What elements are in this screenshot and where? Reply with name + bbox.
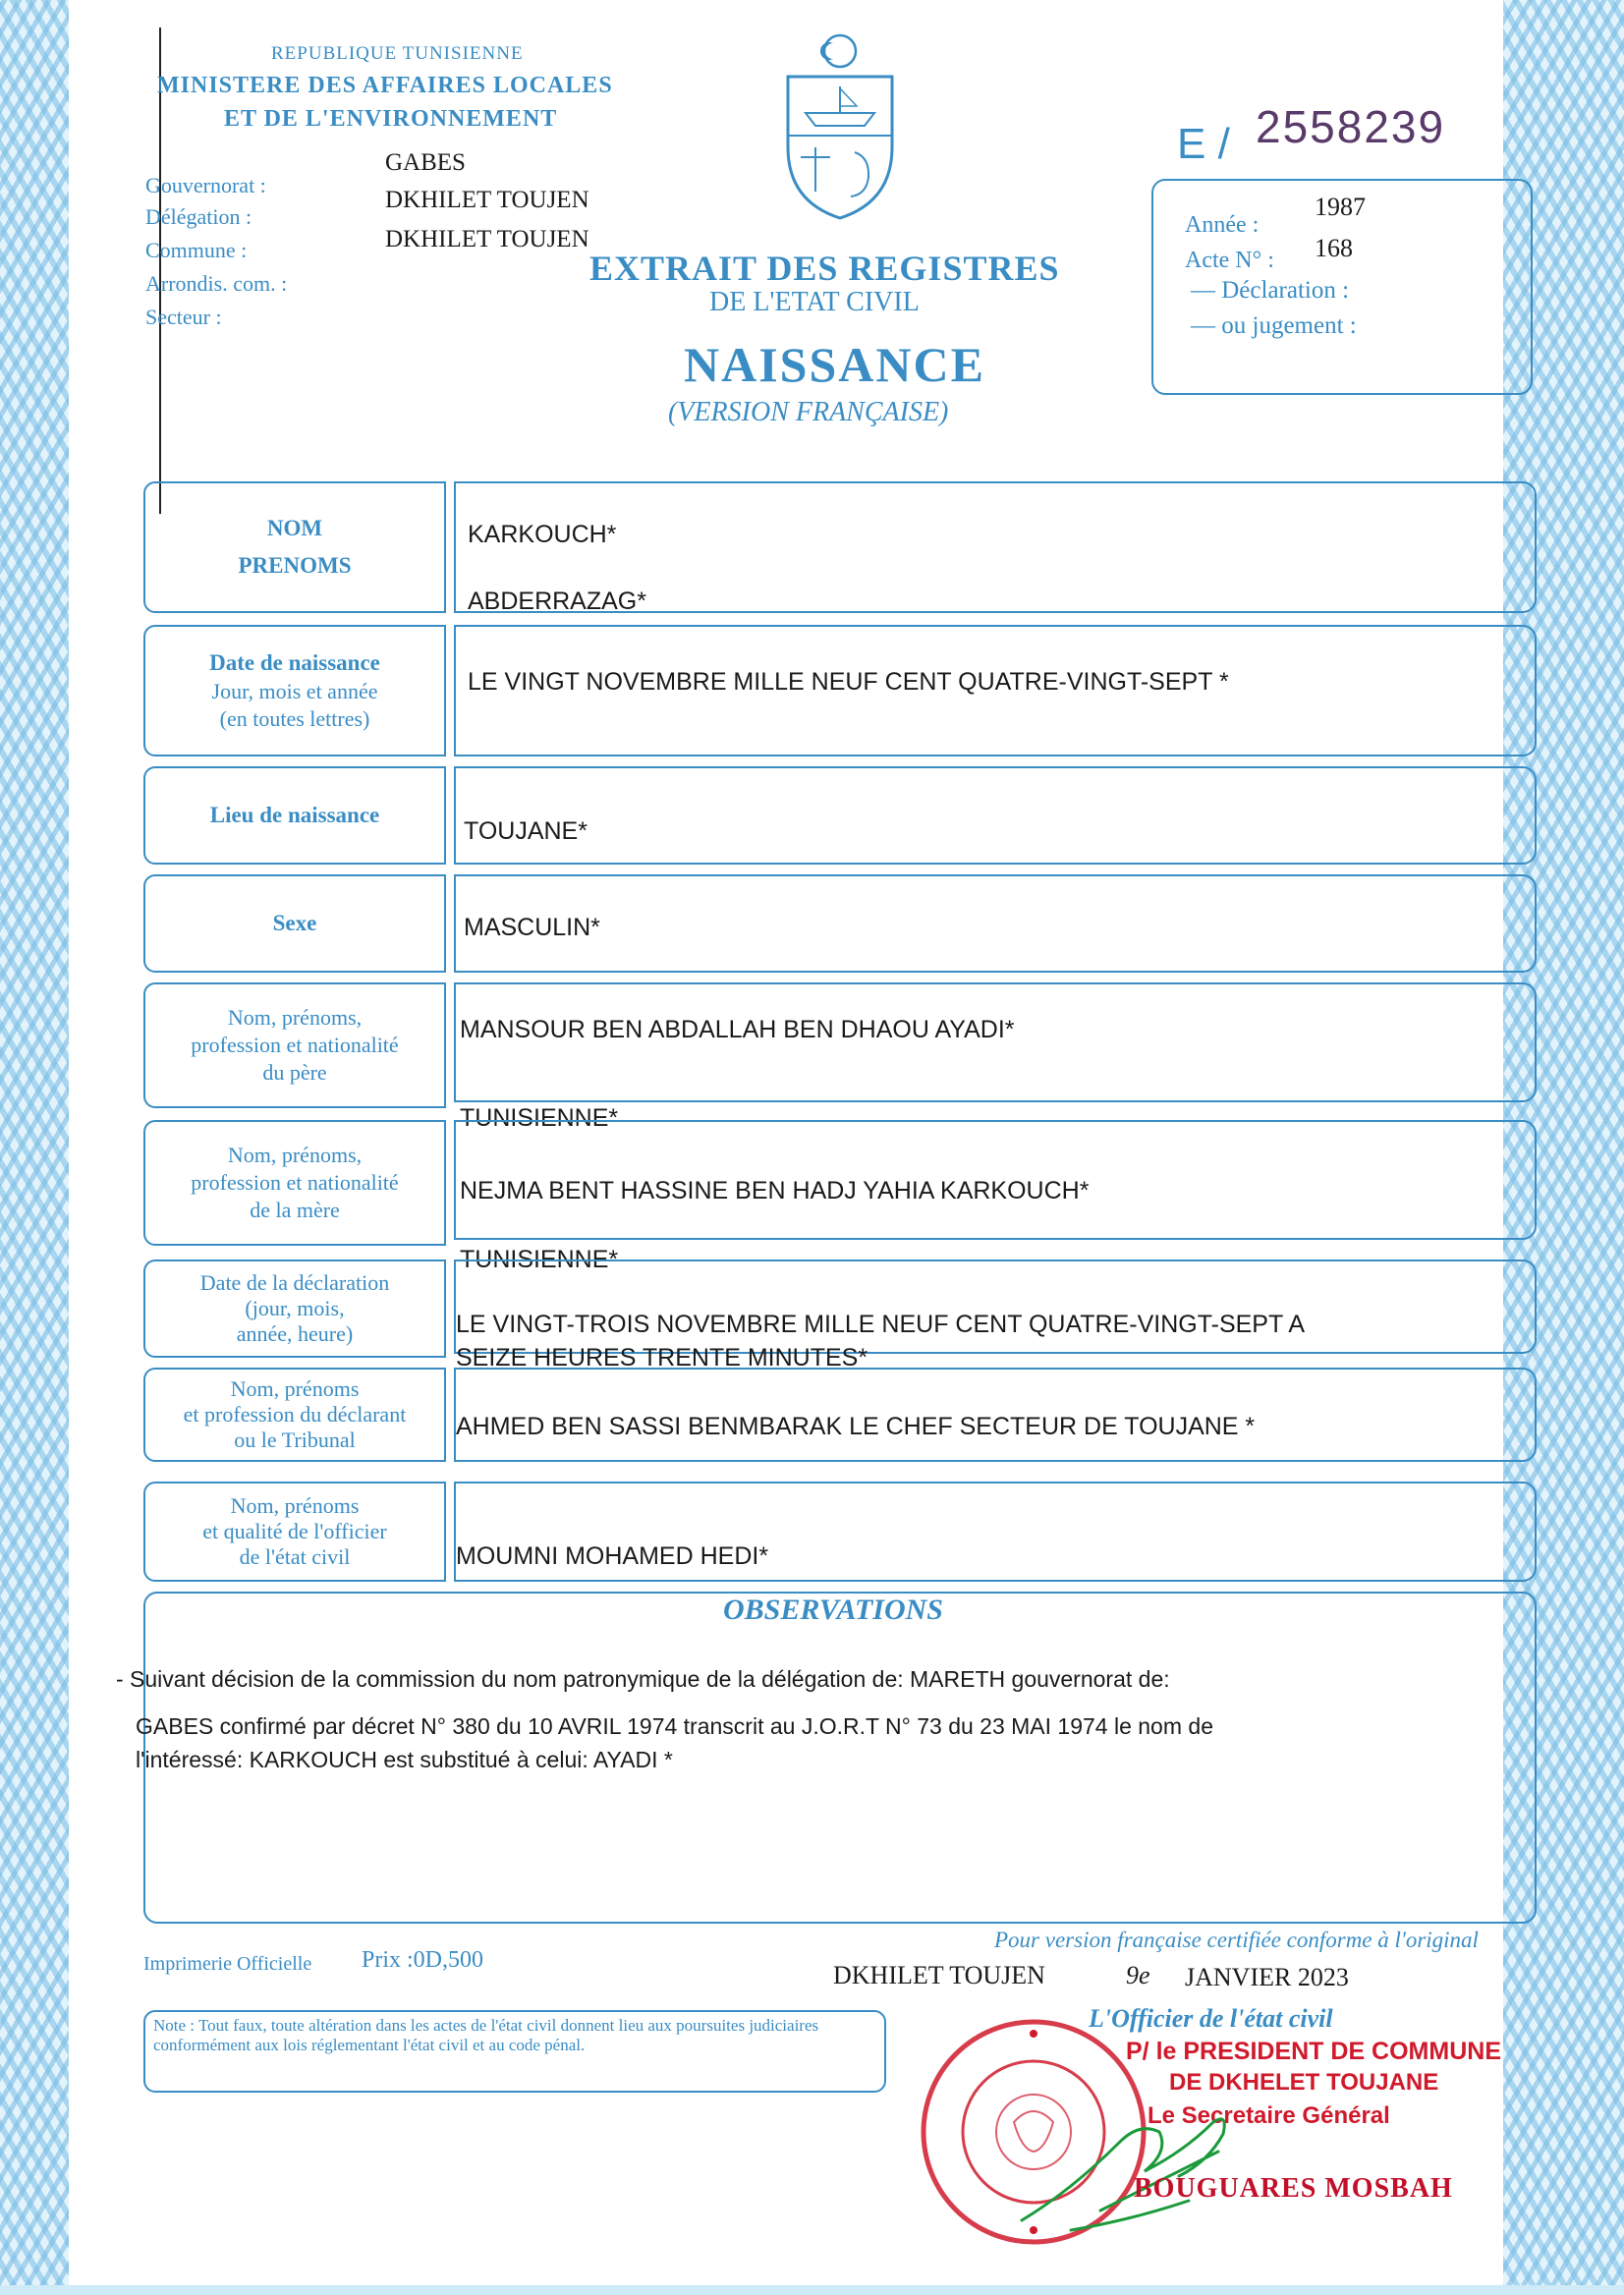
value-cell-sexe [454,874,1537,973]
value-prenoms: ABDERRAZAG* [468,588,646,615]
label-declaration-2: (jour, mois, [245,1296,345,1320]
value-sexe: MASCULIN* [464,914,600,941]
stamp-line3: Le Secretaire Général [1148,2102,1390,2129]
coat-of-arms-emblem [776,29,904,231]
value-pere-nationality: TUNISIENNE* [460,1104,619,1132]
label-mere-1: Nom, prénoms, [227,1143,363,1167]
guilloche-border-left [0,0,69,2295]
stamp-line2: DE DKHELET TOUJANE [1169,2069,1439,2096]
label-cell-declaration [143,1259,446,1358]
label-pere-2: profession et nationalité [191,1033,399,1057]
label-officier-1: Nom, prénoms [230,1493,360,1518]
observations-line2: GABES confirmé par décret N° 380 du 10 AVRIL 1974 transcrit au J.O.R.T N° 73 du 23 MAI 1974 le nom de [136,1713,1213,1739]
label-declarant-3: ou le Tribunal [234,1427,356,1452]
serial-number: 2558239 [1256,101,1446,152]
label-cell-officier [143,1482,446,1582]
observations-line1: - Suivant décision de la commission du nom patronymique de la délégation de: MARETH gouvernorat de: [116,1666,1170,1692]
observations-line3: l'intéressé: KARKOUCH est substitué à celui: AYADI * [136,1747,673,1772]
label-cell-pere [143,982,446,1108]
label-mere-3: de la mère [250,1198,340,1222]
label-cell-lieu [143,766,446,865]
value-pere: MANSOUR BEN ABDALLAH BEN DHAOU AYADI* [460,1016,1015,1043]
label-date-naissance-sub1: Jour, mois et année [211,679,378,703]
date-value: JANVIER 2023 [1185,1963,1349,1991]
value-cell-lieu [454,766,1537,865]
value-lieu: TOUJANE* [464,817,588,845]
label-nom: NOM [266,516,323,540]
value-officier: MOUMNI MOHAMED HEDI* [456,1542,769,1570]
label-declaration-1: Date de la déclaration [199,1270,390,1295]
imprimerie-label: Imprimerie Officielle [143,1953,312,1975]
gouvernorat-label: Gouvernorat : [145,173,266,197]
title-main: NAISSANCE [684,337,985,392]
label-prenoms: PRENOMS [238,553,352,578]
value-cell-declaration [454,1259,1537,1354]
label-cell-date-naissance [143,625,446,756]
value-mere-nationality: TUNISIENNE* [460,1246,619,1273]
label-mere-2: profession et nationalité [191,1170,399,1195]
delegation-label: Délégation : [145,204,252,229]
ministry-line2: ET DE L'ENVIRONNEMENT [224,106,558,132]
commune-label: Commune : [145,238,248,262]
label-officier-2: et qualité de l'officier [202,1519,387,1543]
note-text: Note : Tout faux, toute altération dans les actes de l'état civil donnent lieu aux poursuites judiciaires conformément aux lois réglementant l'état civil et au code pénal. [153,2016,819,2054]
secteur-label: Secteur : [145,305,222,329]
value-declaration-1: LE VINGT-TROIS NOVEMBRE MILLE NEUF CENT QUATRE-VINGT-SEPT A [456,1311,1306,1338]
place-value: DKHILET TOUJEN [833,1961,1045,1989]
serial-prefix: E / [1177,120,1230,168]
delegation-value: DKHILET TOUJEN [385,187,589,213]
label-lieu: Lieu de naissance [209,803,380,827]
label-sexe: Sexe [272,911,317,935]
value-date-naissance: LE VINGT NOVEMBRE MILLE NEUF CENT QUATRE-VINGT-SEPT * [468,668,1229,696]
observations-title: OBSERVATIONS [723,1594,943,1626]
jugement-label: — ou jugement : [1191,312,1357,339]
handwritten-signature [1012,2083,1267,2245]
stamp-line1: P/ le PRESIDENT DE COMMUNE [1126,2038,1501,2065]
title-version: (VERSION FRANÇAISE) [668,397,949,427]
label-cell-declarant [143,1368,446,1462]
label-pere-1: Nom, prénoms, [227,1005,363,1030]
ministry-line1: MINISTERE DES AFFAIRES LOCALES [157,73,613,98]
title-line1: EXTRAIT DES REGISTRES [589,249,1060,288]
label-pere-3: du père [262,1060,327,1085]
signatory-name: BOUGUARES MOSBAH [1134,2173,1453,2204]
officer-title: L'Officier de l'état civil [1089,2004,1333,2033]
title-line2: DE L'ETAT CIVIL [709,287,920,317]
acte-value: 168 [1315,234,1353,262]
label-officier-3: de l'état civil [239,1544,351,1569]
label-cell-nom [143,481,446,613]
gouvernorat-value: GABES [385,149,466,176]
label-cell-sexe [143,874,446,973]
value-declarant: AHMED BEN SASSI BENMBARAK LE CHEF SECTEUR DE TOUJANE * [456,1413,1256,1440]
value-mere: NEJMA BENT HASSINE BEN HADJ YAHIA KARKOUCH* [460,1177,1090,1204]
label-declaration-3: année, heure) [236,1321,354,1346]
acte-label: Acte N° : [1185,248,1274,273]
certified-text: Pour version française certifiée conforme à l'original [994,1928,1479,1952]
arrondis-label: Arrondis. com. : [145,271,288,296]
value-nom: KARKOUCH* [468,521,617,548]
label-declarant-2: et profession du déclarant [183,1402,407,1427]
annee-value: 1987 [1315,193,1366,221]
day-value: 9e [1126,1961,1150,1989]
annee-label: Année : [1185,212,1260,238]
label-date-naissance-sub2: (en toutes lettres) [219,706,370,731]
declaration-label: — Déclaration : [1191,277,1350,304]
label-date-naissance: Date de naissance [209,650,380,675]
label-declarant-1: Nom, prénoms [230,1376,360,1401]
value-declaration-2: SEIZE HEURES TRENTE MINUTES* [456,1344,868,1371]
label-cell-mere [143,1120,446,1246]
republic-label: REPUBLIQUE TUNISIENNE [271,43,524,64]
prix-label: Prix :0D,500 [362,1947,484,1973]
commune-value: DKHILET TOUJEN [385,226,589,252]
guilloche-border-bottom [0,2285,1624,2295]
